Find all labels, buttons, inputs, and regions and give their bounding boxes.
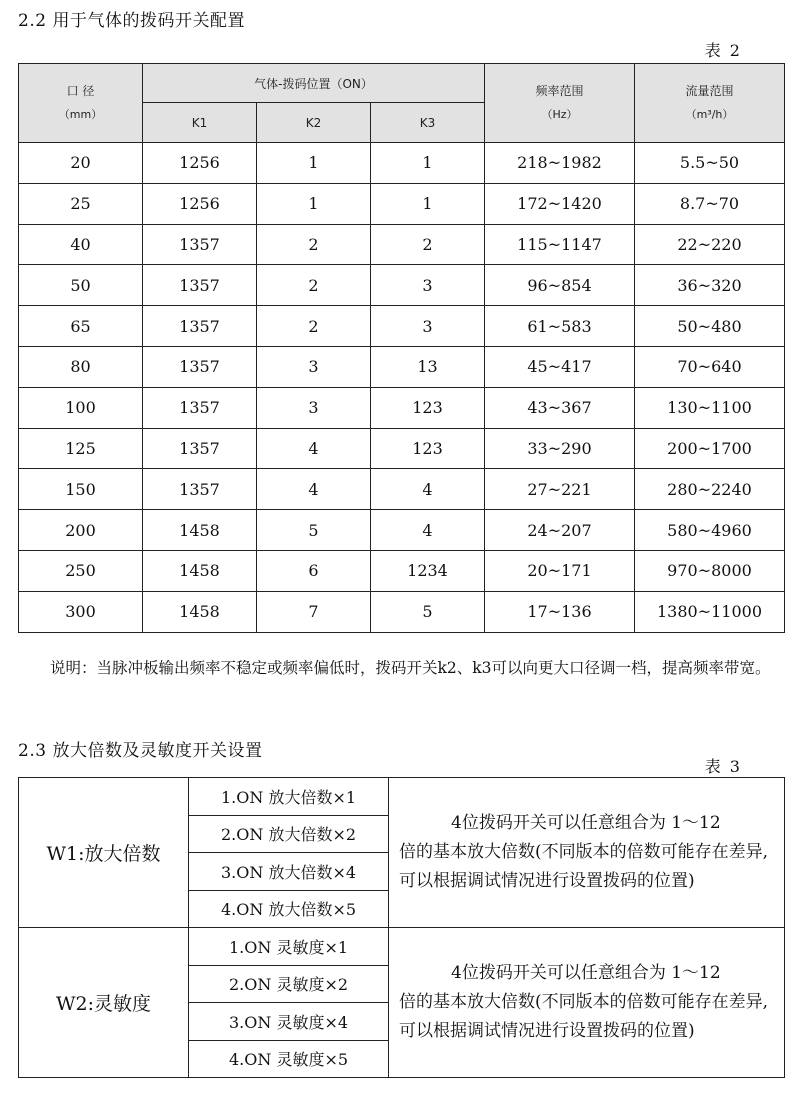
w1-option-4: 4.ON 放大倍数×5 (189, 890, 389, 928)
cell-flow: 130~1100 (635, 387, 785, 428)
cell-k1: 1357 (143, 265, 257, 306)
table-3-label: 表 3 (704, 757, 742, 776)
cell-k1: 1357 (143, 387, 257, 428)
cell-diameter: 250 (19, 550, 143, 591)
cell-frequency: 17~136 (485, 591, 635, 632)
cell-k1: 1458 (143, 550, 257, 591)
table-row (19, 550, 785, 591)
cell-flow: 1380~11000 (635, 591, 785, 632)
header-flow: 流量范围 （m³/h） (635, 64, 785, 143)
cell-diameter: 150 (19, 469, 143, 510)
cell-frequency: 61~583 (485, 306, 635, 347)
cell-k2: 3 (257, 387, 371, 428)
header-k2: K2 (257, 103, 371, 143)
cell-k1: 1458 (143, 510, 257, 551)
w2-option-2: 2.ON 灵敏度×2 (189, 965, 389, 1003)
header-switch-group: 气体-拨码位置（ON） (143, 64, 485, 103)
table-row (19, 778, 785, 816)
table-row (19, 428, 785, 469)
cell-frequency: 33~290 (485, 428, 635, 469)
table-2-label: 表 2 (704, 41, 742, 60)
cell-frequency: 20~171 (485, 550, 635, 591)
cell-k2: 4 (257, 469, 371, 510)
w2-option-1: 1.ON 灵敏度×1 (189, 928, 389, 966)
cell-diameter: 40 (19, 224, 143, 265)
table-row (19, 928, 785, 966)
cell-k3: 123 (371, 428, 485, 469)
cell-k3: 123 (371, 387, 485, 428)
cell-diameter: 200 (19, 510, 143, 551)
section-title-2-2: 2.2 用于气体的拨码开关配置 (18, 11, 245, 31)
cell-k2: 1 (257, 183, 371, 224)
table-row (19, 469, 785, 510)
cell-diameter: 100 (19, 387, 143, 428)
w1-description: 4位拨码开关可以任意组合为 1～12 倍的基本放大倍数(不同版本的倍数可能存在差异,可以根据调试情况进行设置拨码的位置) (389, 778, 785, 928)
cell-flow: 580~4960 (635, 510, 785, 551)
cell-k3: 4 (371, 469, 485, 510)
table-row (19, 306, 785, 347)
cell-diameter: 50 (19, 265, 143, 306)
w1-option-2: 2.ON 放大倍数×2 (189, 815, 389, 853)
cell-k3: 3 (371, 265, 485, 306)
cell-k3: 4 (371, 510, 485, 551)
cell-k2: 4 (257, 428, 371, 469)
table-note: 说明：当脉冲板输出频率不稳定或频率偏低时，拨码开关k2、k3可以向更大口径调一档，提高频率带宽。 (50, 659, 771, 677)
cell-frequency: 96~854 (485, 265, 635, 306)
table-row (19, 346, 785, 387)
cell-k2: 2 (257, 306, 371, 347)
cell-k1: 1357 (143, 469, 257, 510)
w2-option-3: 3.ON 灵敏度×4 (189, 1003, 389, 1041)
table-row (19, 265, 785, 306)
cell-k3: 5 (371, 591, 485, 632)
cell-frequency: 24~207 (485, 510, 635, 551)
table-row (19, 387, 785, 428)
cell-k1: 1357 (143, 346, 257, 387)
cell-k2: 6 (257, 550, 371, 591)
gain-sensitivity-table (18, 777, 785, 1078)
cell-flow: 70~640 (635, 346, 785, 387)
cell-flow: 970~8000 (635, 550, 785, 591)
cell-frequency: 218~1982 (485, 143, 635, 184)
cell-frequency: 115~1147 (485, 224, 635, 265)
header-frequency: 频率范围 （Hz） (485, 64, 635, 143)
cell-k1: 1357 (143, 428, 257, 469)
cell-k3: 2 (371, 224, 485, 265)
cell-k1: 1256 (143, 143, 257, 184)
cell-flow: 8.7~70 (635, 183, 785, 224)
header-k3: K3 (371, 103, 485, 143)
cell-k2: 1 (257, 143, 371, 184)
header-diameter: 口 径 （mm） (19, 64, 143, 143)
cell-flow: 280~2240 (635, 469, 785, 510)
cell-flow: 36~320 (635, 265, 785, 306)
group-w2-name: W2:灵敏度 (19, 928, 189, 1078)
table-row (19, 183, 785, 224)
group-w1-name: W1:放大倍数 (19, 778, 189, 928)
cell-k3: 3 (371, 306, 485, 347)
w2-description: 4位拨码开关可以任意组合为 1～12 倍的基本放大倍数(不同版本的倍数可能存在差异,可以根据调试情况进行设置拨码的位置) (389, 928, 785, 1078)
cell-k2: 3 (257, 346, 371, 387)
table-row (19, 591, 785, 632)
cell-frequency: 45~417 (485, 346, 635, 387)
cell-k3: 1 (371, 183, 485, 224)
section-title-2-3: 2.3 放大倍数及灵敏度开关设置 (18, 741, 263, 761)
cell-diameter: 65 (19, 306, 143, 347)
cell-k1: 1357 (143, 306, 257, 347)
cell-diameter: 125 (19, 428, 143, 469)
cell-diameter: 80 (19, 346, 143, 387)
cell-diameter: 25 (19, 183, 143, 224)
cell-k2: 2 (257, 265, 371, 306)
cell-k1: 1357 (143, 224, 257, 265)
cell-k2: 5 (257, 510, 371, 551)
gas-switch-table (18, 63, 785, 633)
cell-k2: 2 (257, 224, 371, 265)
cell-frequency: 172~1420 (485, 183, 635, 224)
cell-flow: 50~480 (635, 306, 785, 347)
cell-flow: 200~1700 (635, 428, 785, 469)
cell-k3: 13 (371, 346, 485, 387)
cell-diameter: 20 (19, 143, 143, 184)
cell-flow: 5.5~50 (635, 143, 785, 184)
cell-k3: 1 (371, 143, 485, 184)
table-row (19, 510, 785, 551)
w2-option-4: 4.ON 灵敏度×5 (189, 1040, 389, 1078)
cell-frequency: 27~221 (485, 469, 635, 510)
table-row (19, 224, 785, 265)
cell-k3: 1234 (371, 550, 485, 591)
cell-k2: 7 (257, 591, 371, 632)
header-k1: K1 (143, 103, 257, 143)
w1-option-1: 1.ON 放大倍数×1 (189, 778, 389, 816)
cell-frequency: 43~367 (485, 387, 635, 428)
cell-k1: 1458 (143, 591, 257, 632)
cell-diameter: 300 (19, 591, 143, 632)
w1-option-3: 3.ON 放大倍数×4 (189, 853, 389, 891)
cell-flow: 22~220 (635, 224, 785, 265)
table-row (19, 143, 785, 184)
cell-k1: 1256 (143, 183, 257, 224)
